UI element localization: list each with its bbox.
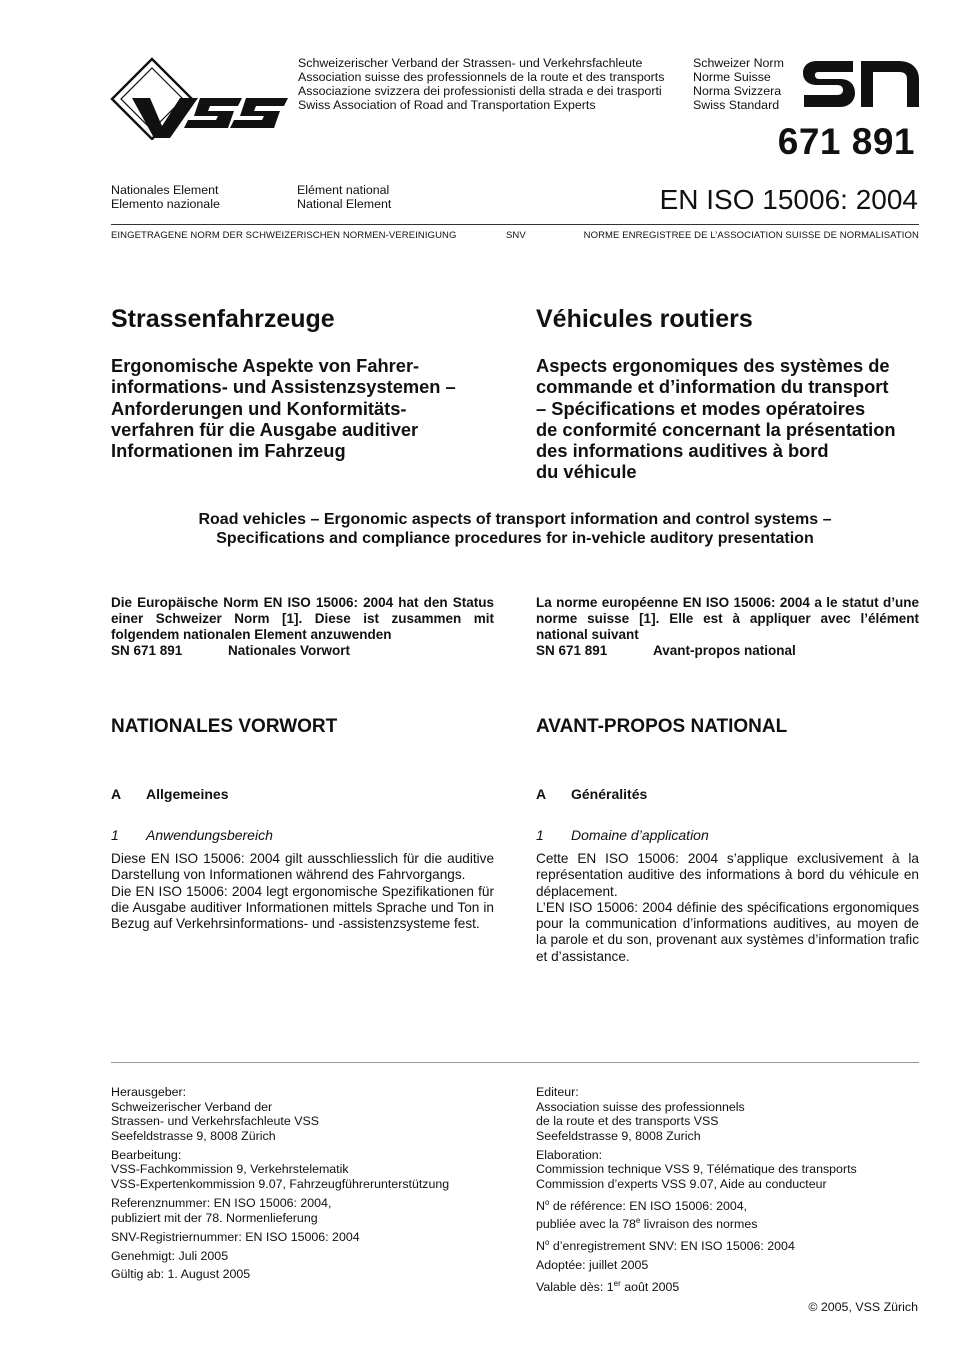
- intro-code-de: SN 671 891: [111, 643, 183, 658]
- subsection-title: Généralités: [571, 786, 648, 802]
- norm-type-labels: [693, 56, 784, 112]
- org-line-it: Associazione svizzera dei professionisti della strada e dei trasporti: [298, 84, 662, 98]
- intro-de: [111, 595, 494, 659]
- organization-names: [298, 56, 664, 112]
- editing-line: Commission d’experts VSS 9.07, Aide au conducteur: [536, 1176, 827, 1191]
- body-text-de: [111, 851, 494, 932]
- iso-reference: EN ISO 15006: 2004: [659, 184, 918, 215]
- publisher-label: Herausgeber:: [111, 1085, 187, 1099]
- reference-prefix: N: [536, 1199, 545, 1214]
- standard-number: 671 891: [777, 121, 915, 162]
- english-title: [111, 511, 919, 548]
- national-element-labels-left: [111, 183, 220, 211]
- reference-block: [536, 1196, 919, 1231]
- footer-de: [111, 1085, 494, 1286]
- reference-line: publiziert mit der 78. Normenlieferung: [111, 1210, 318, 1225]
- valid-rest: août 2005: [620, 1279, 680, 1294]
- national-element-fr: Elément national: [297, 183, 390, 197]
- publisher-line: de la route et des transports VSS: [536, 1114, 719, 1129]
- editing-line: VSS-Fachkommission 9, Verkehrstelematik: [111, 1162, 349, 1177]
- title-fr: Véhicules routiers: [536, 305, 753, 333]
- subtitle-line: des informations auditives à bord: [536, 440, 829, 462]
- subtitle-line: – Spécifications et modes opératoires: [536, 397, 866, 419]
- english-title-line: Road vehicles – Ergonomic aspects of transport information and control systems –: [198, 511, 832, 528]
- body-text-fr: [536, 851, 919, 965]
- subtitle-line: Ergonomische Aspekte von Fahrer-: [111, 355, 420, 376]
- snv-prefix: N: [536, 1238, 545, 1253]
- reference-line2-sup: e: [635, 1215, 641, 1225]
- vss-logo: [110, 56, 290, 140]
- norm-label-de: Schweizer Norm: [693, 56, 784, 70]
- publisher-block: [111, 1085, 494, 1143]
- valid-from: [536, 1277, 919, 1295]
- reference-sup: o: [544, 1197, 550, 1207]
- subtitle-line: Informationen im Fahrzeug: [111, 440, 346, 462]
- subtitle-line: verfahren für die Ausgabe auditiver: [111, 418, 419, 440]
- item-title: Anwendungsbereich: [146, 827, 273, 843]
- intro-element-fr: [536, 643, 919, 659]
- intro-element-name-de: Nationales Vorwort: [228, 643, 351, 658]
- sn-logo: [803, 57, 919, 109]
- snv-rest: d’enregistrement SNV: EN ISO 15006: 2004: [549, 1238, 795, 1253]
- section-heading-de: NATIONALES VORWORT: [111, 716, 338, 737]
- title-de: Strassenfahrzeuge: [111, 305, 335, 333]
- register-text-de: EINGETRAGENE NORM DER SCHWEIZERISCHEN NORMEN-VEREINIGUNG: [111, 230, 457, 241]
- intro-element-de: [111, 643, 494, 659]
- editing-label: Elaboration:: [536, 1147, 603, 1162]
- snv-registration: [536, 1236, 919, 1254]
- intro-text-fr: La norme européenne EN ISO 15006: 2004 a le statut d’une norme suisse [1]. Elle est à appliquer avec l’élément national suivant: [536, 595, 919, 642]
- paragraph: Cette EN ISO 15006: 2004 s’applique exclusivement à la représentation auditive des informations à bord du véhicule en déplacement.: [536, 851, 919, 899]
- editing-label: Bearbeitung:: [111, 1147, 182, 1162]
- subtitle-fr: [536, 355, 919, 483]
- title-block-fr: [536, 304, 919, 483]
- approval-date: Genehmigt: Juli 2005: [111, 1248, 229, 1263]
- subtitle-line: Aspects ergonomiques des systèmes de: [536, 355, 890, 376]
- item-number: 1: [536, 827, 544, 843]
- item-heading-fr: [536, 827, 709, 843]
- subtitle-line: Anforderungen und Konformitäts-: [111, 397, 407, 419]
- title-block-de: [111, 304, 494, 461]
- publisher-line: Schweizerischer Verband der: [111, 1099, 273, 1114]
- paragraph: Die EN ISO 15006: 2004 legt ergonomische Spezifikationen für die Ausgabe auditiver Informationen mittels Sprache und Ton in Bezug auf Verkehrsinformations- und -assistenzsysteme fest.: [111, 883, 494, 932]
- subtitle-de: [111, 355, 494, 461]
- subtitle-line: de conformité concernant la présentation: [536, 418, 896, 440]
- norm-label-en: Swiss Standard: [693, 98, 780, 112]
- item-title: Domaine d’application: [571, 827, 709, 843]
- reference-line2-rest: livraison des normes: [640, 1216, 758, 1231]
- national-element-labels-right: [297, 183, 391, 211]
- national-element-en: National Element: [297, 197, 392, 211]
- subsection-letter: A: [536, 786, 547, 802]
- publisher-line: Seefeldstrasse 9, 8008 Zurich: [536, 1128, 701, 1143]
- item-heading-de: [111, 827, 273, 843]
- editing-block: [111, 1148, 494, 1192]
- publisher-line: Association suisse des professionnels: [536, 1099, 745, 1114]
- subtitle-line: commande et d’information du transport: [536, 376, 889, 398]
- editing-line: VSS-Expertenkommission 9.07, Fahrzeugführerunterstützung: [111, 1176, 450, 1191]
- norm-label-it: Norma Svizzera: [693, 84, 782, 98]
- item-number: 1: [111, 827, 119, 843]
- org-line-de: Schweizerischer Verband der Strassen- und Verkehrsfachleute: [298, 56, 643, 70]
- valid-sup: er: [613, 1278, 621, 1288]
- publisher-block: [536, 1085, 919, 1143]
- paragraph: Diese EN ISO 15006: 2004 gilt ausschliesslich für die auditive Darstellung von Informationen während des Fahrvorgangs.: [111, 851, 494, 883]
- national-element-de: Nationales Element: [111, 183, 219, 197]
- header-divider: [111, 224, 919, 225]
- publisher-label: Editeur:: [536, 1085, 579, 1099]
- snv-registration: SNV-Registriernummer: EN ISO 15006: 2004: [111, 1229, 360, 1244]
- national-element-it: Elemento nazionale: [111, 197, 220, 211]
- register-text-snv: SNV: [506, 230, 526, 241]
- subtitle-line: informations- und Assistenzsystemen –: [111, 376, 456, 398]
- publisher-line: Strassen- und Verkehrsfachleute VSS: [111, 1114, 320, 1129]
- editing-block: [536, 1148, 919, 1192]
- register-text-fr: NORME ENREGISTREE DE L’ASSOCIATION SUISSE DE NORMALISATION: [583, 230, 919, 241]
- valid-from: Gültig ab: 1. August 2005: [111, 1267, 251, 1282]
- norm-label-fr: Norme Suisse: [693, 70, 771, 84]
- reference-rest: de référence: EN ISO 15006: 2004,: [549, 1199, 748, 1214]
- paragraph: L’EN ISO 15006: 2004 définie des spécifications ergonomiques pour la communication d’informations auditives, au moyen de la parole et du son, provenant aux systèmes d’information trafic et d’assistance.: [536, 899, 919, 964]
- publisher-line: Seefeldstrasse 9, 8008 Zürich: [111, 1128, 276, 1143]
- subsection-heading-fr: [536, 786, 647, 802]
- org-line-en: Swiss Association of Road and Transportation Experts: [298, 98, 596, 112]
- intro-fr: [536, 595, 919, 659]
- org-line-fr: Association suisse des professionnels de la route et des transports: [298, 70, 665, 84]
- reference-line2-prefix: publiée avec la 78: [536, 1216, 636, 1231]
- subsection-letter: A: [111, 786, 122, 802]
- subsection-title: Allgemeines: [146, 786, 229, 802]
- approval-date: Adoptée: juillet 2005: [536, 1257, 649, 1272]
- intro-code-fr: SN 671 891: [536, 643, 608, 658]
- snv-sup: o: [544, 1237, 550, 1247]
- english-title-line: Specifications and compliance procedures for in-vehicle auditory presentation: [216, 529, 814, 547]
- editing-line: Commission technique VSS 9, Télématique des transports: [536, 1162, 857, 1177]
- footer-fr: [536, 1085, 919, 1299]
- intro-element-name-fr: Avant-propos national: [653, 643, 796, 658]
- reference-block: [111, 1196, 494, 1225]
- intro-text-de: Die Europäische Norm EN ISO 15006: 2004 hat den Status einer Schweizer Norm [1]. Diese ist zusammen mit folgendem nationalen Element anzuwenden: [111, 595, 494, 642]
- reference-line: Referenznummer: EN ISO 15006: 2004,: [111, 1195, 332, 1210]
- footer-divider: [111, 1062, 919, 1063]
- copyright: © 2005, VSS Zürich: [808, 1300, 918, 1314]
- subsection-heading-de: [111, 786, 228, 802]
- section-heading-fr: AVANT-PROPOS NATIONAL: [536, 716, 788, 737]
- valid-prefix: Valable dès: 1: [536, 1279, 614, 1294]
- subtitle-line: du véhicule: [536, 461, 637, 483]
